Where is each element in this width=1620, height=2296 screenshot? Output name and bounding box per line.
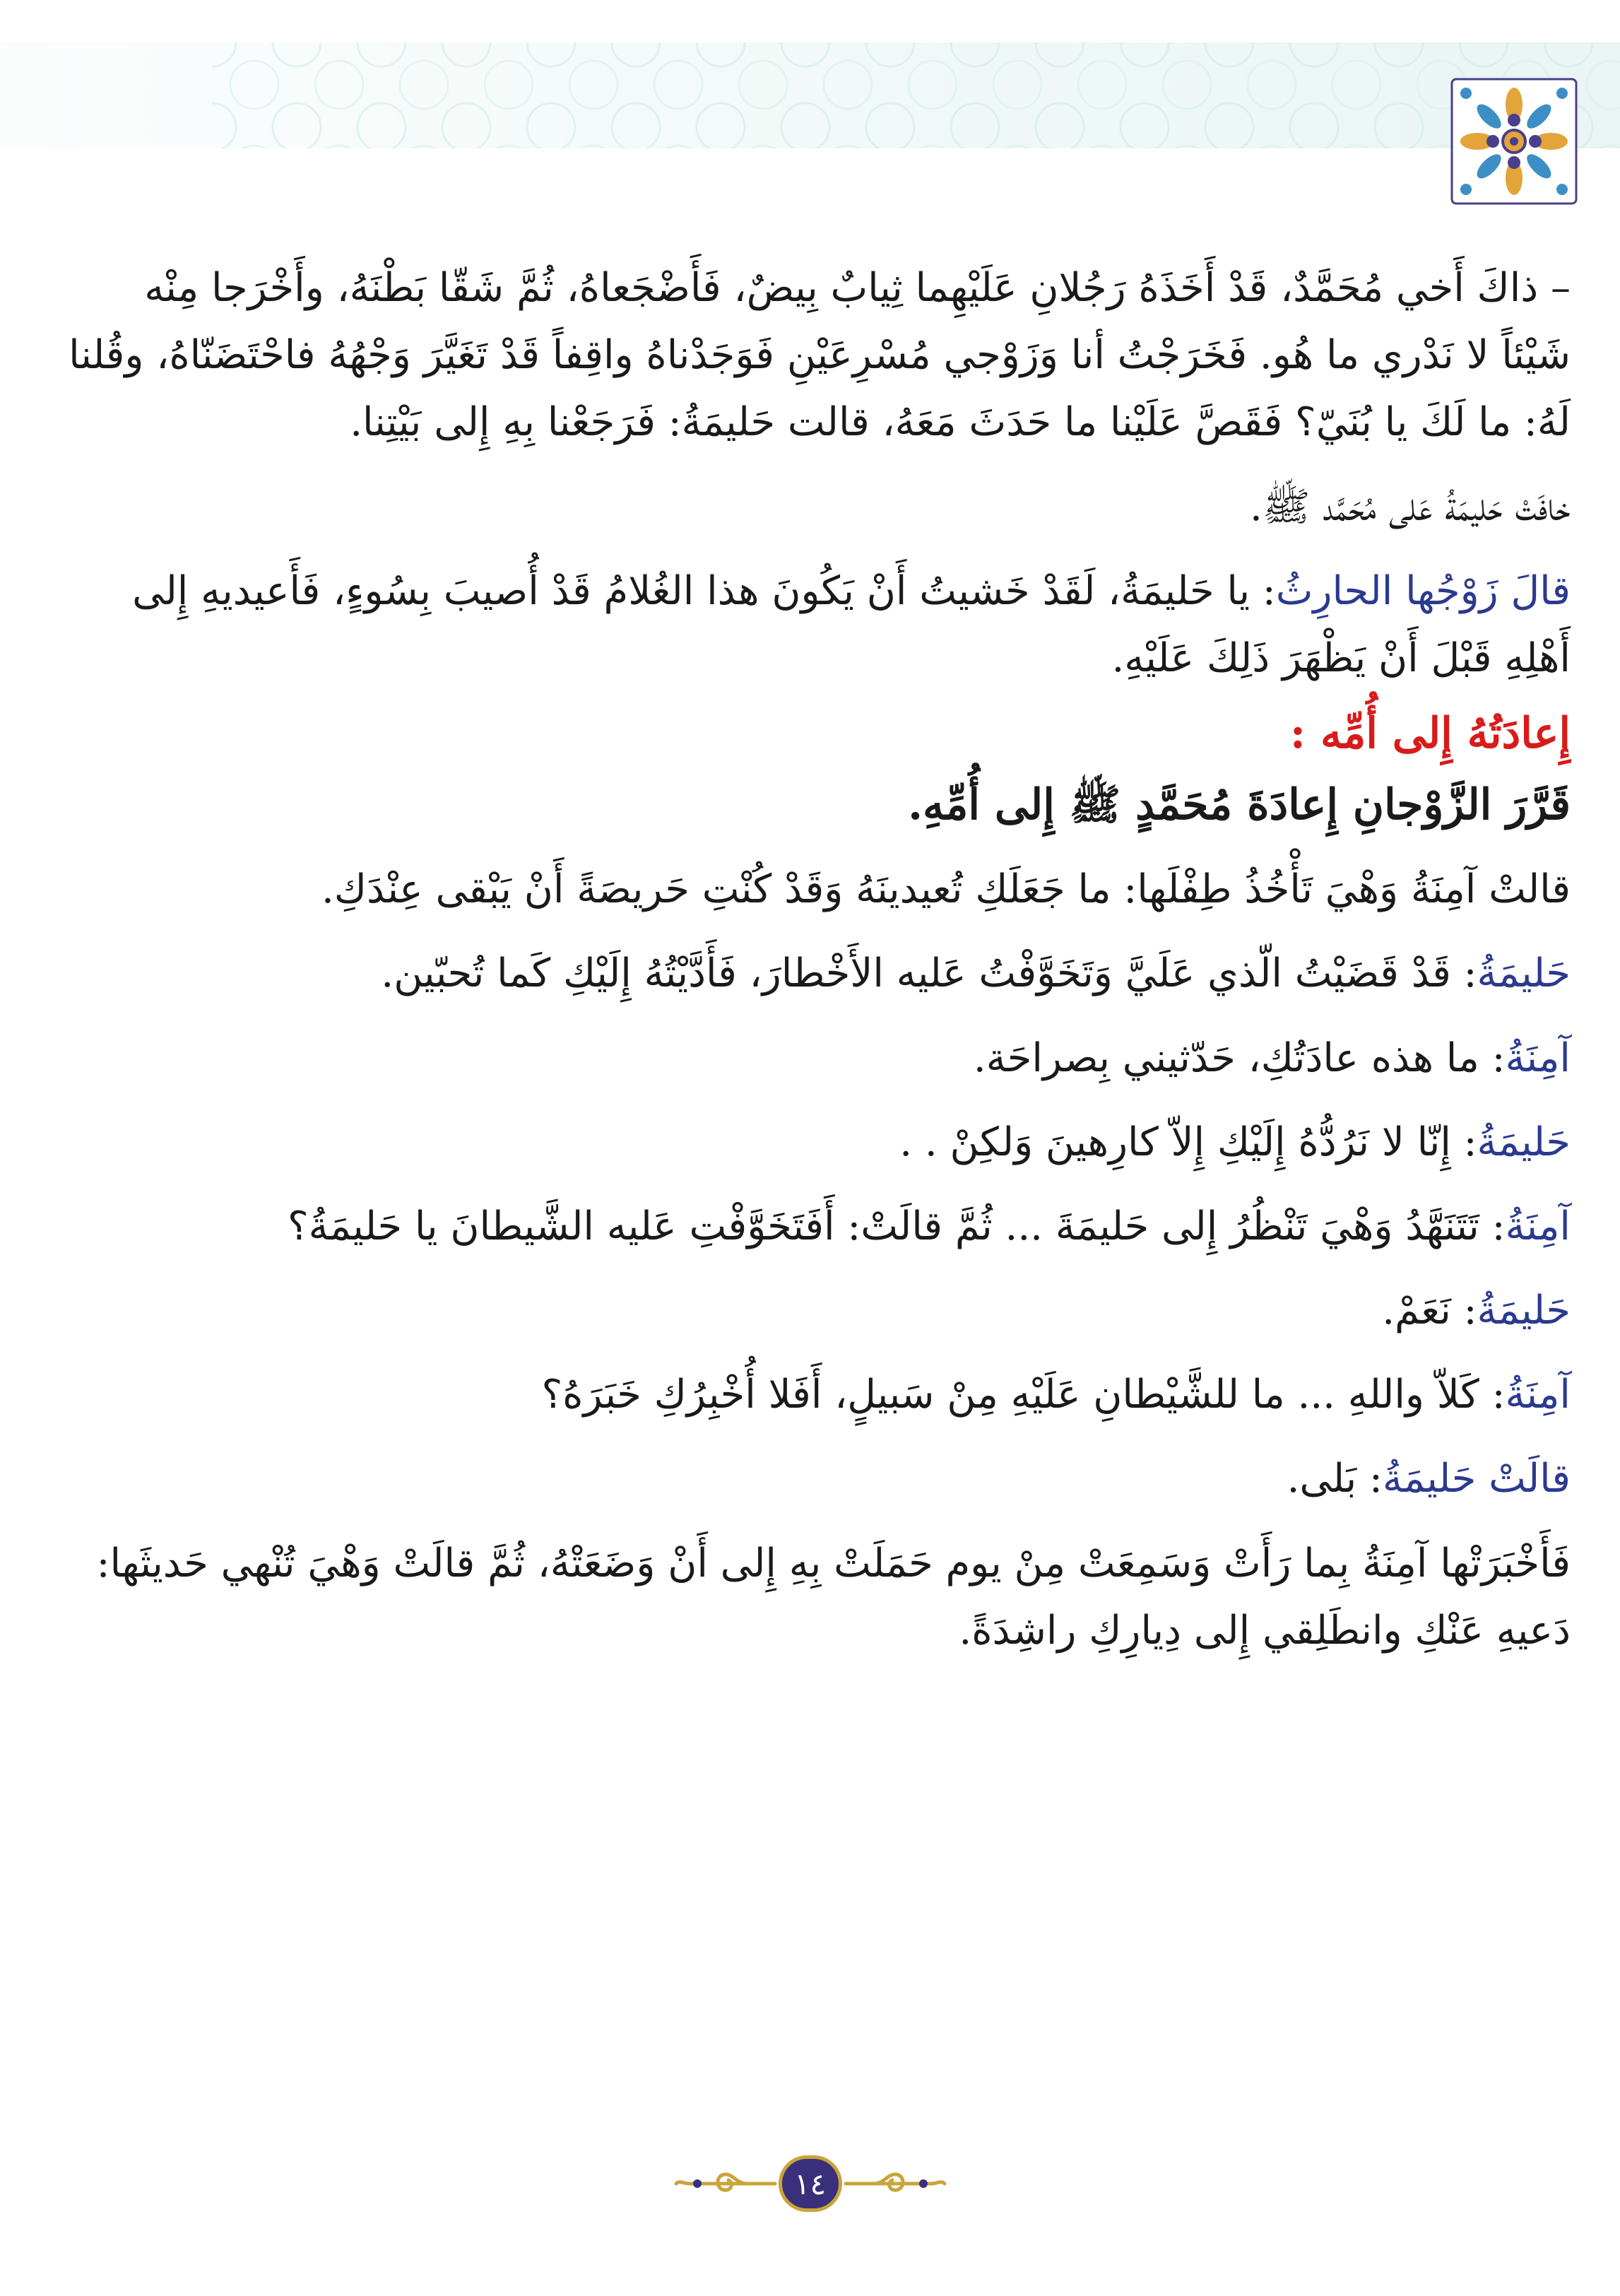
speaker-name: قالَ زَوْجُها الحارِثُ <box>1275 567 1571 614</box>
dialogue-text: : تَتَنَهَّدُ وَهْيَ تَنْظُرُ إِلى حَليمَةَ ... ثُمَّ قالَتْ: أَفَتَخَوَّفْتِ عَليه الشَّيطانَ يا حَليمَةُ؟ <box>287 1203 1506 1249</box>
text-line: لَهُ: ما لَكَ يا بُنَيّ؟ فَقَصَّ عَلَيْنا ما حَدَثَ مَعَهُ، قالت حَليمَةُ: فَرَجَعْنا بِهِ إِلى بَيْتِنا. <box>350 399 1571 446</box>
dialogue-text: : كَلاّ واللهِ ... ما للشَّيْطانِ عَلَيْهِ مِنْ سَبيلٍ، أَفَلا أُخْبِرُكِ خَبَرَهُ؟ <box>541 1372 1506 1418</box>
text-line: – ذاكَ أَخي مُحَمَّدٌ، قَدْ أَخَذَهُ رَجُلانِ عَلَيْهِما ثِيابٌ بِيضٌ، فَأَضْجَعاهُ، ثُمَّ شَقّا بَطْنَهُ، وأَخْرَجا مِنْه <box>144 265 1571 311</box>
speaker-name: آمِنَةُ <box>1505 1203 1571 1249</box>
floral-mandala-icon <box>1450 78 1578 205</box>
dialogue-line <box>57 1109 1571 1176</box>
section-heading: إِعادَتُهُ إِلى أُمِّه : <box>1289 709 1571 759</box>
dialogue-line <box>57 1361 1571 1428</box>
speaker-name: آمِنَةُ <box>1505 1372 1571 1418</box>
dialogue-text: : قَدْ قَضَيْتُ الّذي عَلَيَّ وَتَخَوَّفْتُ عَليه الأَخْطارَ، فَأَدَّيْتُهُ إِلَيْكِ كَما تُحبّين. <box>381 950 1477 997</box>
speaker-name: آمِنَةُ <box>1505 1035 1571 1081</box>
speaker-name: حَليمَةُ <box>1477 1119 1571 1165</box>
paragraph-story-1 <box>57 254 1571 457</box>
page-number: ١٤ <box>779 2155 842 2212</box>
dialogue-line <box>57 940 1571 1007</box>
paragraph-decision: قَرَّرَ الزَّوْجانِ إِعادَةَ مُحَمَّدٍ ﷺ إِلى أُمِّهِ. <box>908 780 1571 830</box>
text-line: فَأَخْبَرَتْها آمِنَةُ بِما رَأَتْ وَسَمِعَتْ مِنْ يوم حَمَلَتْ بِهِ إِلى أَنْ وَضَعَتْهُ، ثُمَّ قالَتْ وَهْيَ تُنْهي حَديثَها: <box>96 1540 1571 1586</box>
paragraph-harith-speech <box>57 558 1571 692</box>
dialogue-line <box>57 1277 1571 1344</box>
dialogue-text: : يا حَليمَةُ، لَقَدْ خَشيتُ أَنْ يَكُونَ هذا الغُلامُ قَدْ أُصيبَ بِسُوءٍ، فَأَعيديهِ إِلى <box>132 567 1276 614</box>
dialogue-line <box>57 1025 1571 1092</box>
speaker-name: حَليمَةُ <box>1477 950 1571 997</box>
paragraph-amina-question: قالتْ آمِنَةُ وَهْيَ تَأْخُذُ طِفْلَها: ما جَعَلَكِ تُعيدينَهُ وَقَدْ كُنْتِ حَريصَةً أَنْ يَبْقى عِنْدَكِ. <box>321 866 1571 913</box>
header-decoration <box>0 0 1620 205</box>
dialogue-text: : نَعَمْ. <box>1382 1288 1477 1334</box>
text-line: أَهْلِهِ قَبْلَ أَنْ يَظْهَرَ ذَلِكَ عَلَيْهِ. <box>1111 635 1571 681</box>
text-line: دَعيهِ عَنْكِ وانطَلِقي إِلى دِيارِكِ راشِدَةً. <box>959 1607 1571 1654</box>
dialogue-line <box>57 1193 1571 1260</box>
text-line: خافَتْ حَليمَةُ عَلى مُحَمَّد ﷺ. <box>1250 483 1571 530</box>
speaker-name: حَليمَةُ <box>1477 1288 1571 1334</box>
page-footer <box>0 2152 1620 2215</box>
paragraph-halima-fear <box>57 473 1571 541</box>
page-body <box>57 254 1571 1681</box>
speaker-name: قالَتْ حَليمَةُ <box>1382 1456 1571 1502</box>
text-line: شَيْئاً لا نَدْري ما هُو. فَخَرَجْتُ أنا وَزَوْجي مُسْرِعَيْنِ فَوَجَدْناهُ واقِفاً قَدْ تَغَيَّرَ وَجْهُهُ فاحْتَضَنّاهُ، وقُلنا <box>69 332 1571 379</box>
dialogue-text: : ما هذه عادَتُكِ، حَدّثيني بِصراحَة. <box>973 1035 1506 1081</box>
dialogue-text: : بَلى. <box>1287 1456 1383 1502</box>
dialogue-line <box>57 1445 1571 1512</box>
dialogue-text: : إِنّا لا نَرُدُّهُ إِلَيْكِ إِلاّ كارِهينَ وَلكِنْ . . <box>899 1119 1477 1165</box>
paragraph-closing <box>57 1530 1571 1664</box>
